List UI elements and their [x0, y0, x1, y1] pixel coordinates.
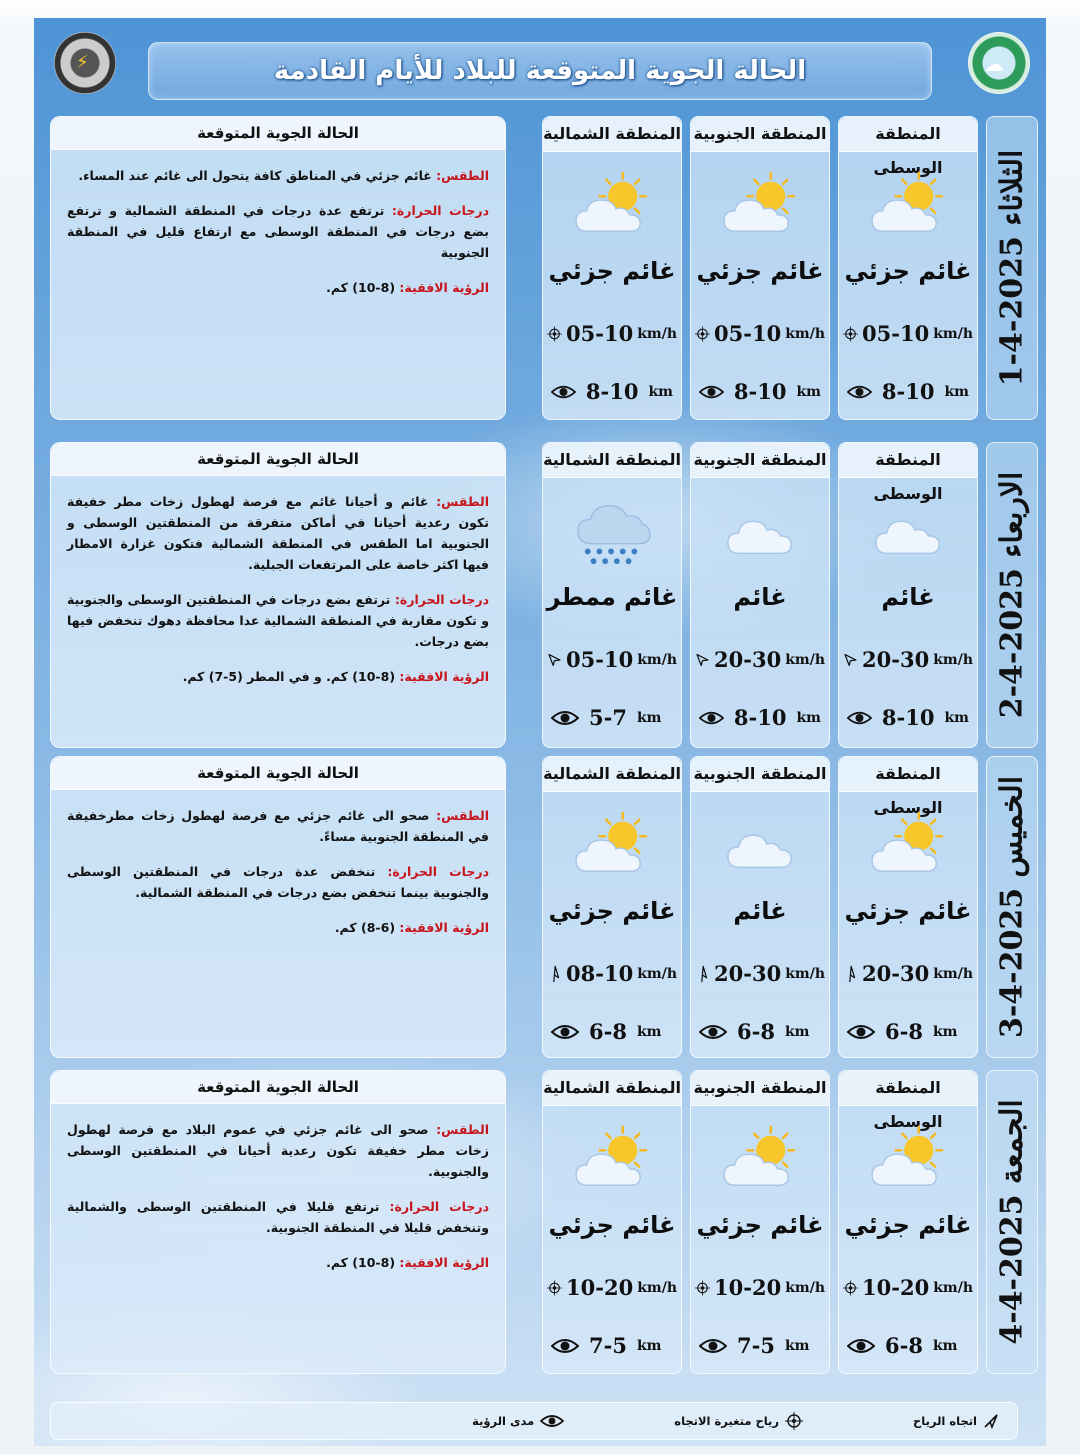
- condition-label: غائم: [733, 897, 787, 925]
- visibility-unit: km: [944, 383, 969, 400]
- visibility-unit: km: [944, 709, 969, 726]
- region-card: [838, 116, 978, 420]
- wind-unit: km/h: [785, 965, 825, 982]
- eye-icon: [847, 1023, 875, 1041]
- condition-label: غائم جزئي: [696, 257, 824, 285]
- forecast-panel: [50, 756, 506, 1058]
- region-card: [690, 116, 830, 420]
- region-card: [690, 756, 830, 1058]
- visibility-text: (6-8) كم.: [334, 920, 396, 935]
- variable-wind-icon: [843, 1277, 858, 1299]
- visibility: [551, 705, 673, 730]
- page-title: الحالة الجوية المتوقعة للبلاد للأيام القادمة: [273, 56, 807, 86]
- eye-icon: [551, 709, 579, 727]
- weather-label: الطقس:: [436, 168, 489, 183]
- day-row: [50, 1070, 1030, 1374]
- temperature-label: درجات الحرارة:: [391, 203, 489, 218]
- condition-label: غائم جزئي: [696, 1211, 824, 1239]
- visibility-unit: km: [636, 1023, 662, 1040]
- panel-body: [67, 491, 489, 701]
- eye-icon: [699, 1023, 727, 1041]
- visibility-unit: km: [796, 383, 821, 400]
- wind-speed: [843, 961, 973, 986]
- visibility: [847, 1019, 969, 1044]
- visibility: [847, 705, 969, 730]
- condition-label: غائم جزئي: [844, 897, 972, 925]
- visibility-value: 6-8: [589, 1019, 627, 1044]
- eye-icon: [551, 1023, 579, 1041]
- visibility: [847, 379, 969, 404]
- visibility-value: 8-10: [585, 379, 639, 404]
- weather-text: غائم جزئي في المناطق كافة يتحول الى غائم عند المساء.: [78, 168, 432, 183]
- wind-unit: km/h: [933, 1279, 973, 1296]
- forecast-panel: [50, 116, 506, 420]
- weather-paragraph: [67, 1119, 489, 1182]
- temperature-text: ترتفع عدة درجات في المنطقة الشمالية و ترتفع بضع درجات في المنطقة الوسطى مع ارتفاع قليل في المنطقة الجنوبية: [67, 203, 489, 260]
- temperature-text: ترتفع بضع درجات في المنطقتين الوسطى والجنوبية و تكون مقاربة في المنطقة الشمالية عدا محافظة دهوك تنخفض فيها بضع درجات.: [67, 592, 489, 649]
- visibility-label: الرؤية الافقية:: [399, 1255, 489, 1270]
- forecast-panel: [50, 1070, 506, 1374]
- visibility: [847, 1333, 969, 1358]
- wind-speed: [843, 321, 973, 346]
- wind-unit: km/h: [637, 1279, 677, 1296]
- visibility-paragraph: [67, 277, 489, 298]
- wind-speed: [547, 1275, 677, 1300]
- visibility-paragraph: [67, 1252, 489, 1273]
- legend-visibility: [472, 1413, 564, 1429]
- variable-wind-icon: [695, 323, 710, 345]
- wind-unit: km/h: [637, 325, 677, 342]
- region-name: المنطقة الشمالية: [543, 443, 681, 478]
- panel-title: الحالة الجوية المتوقعة: [51, 443, 505, 476]
- wind-unit: km/h: [933, 965, 973, 982]
- visibility-label: الرؤية الافقية:: [399, 669, 489, 684]
- weather-text: صحو الى غائم جزئي مع فرصة لهطول زخات مطرخفيفة في المنطقة الجنوبية مساءً.: [67, 808, 489, 844]
- region-name: المنطقة الشمالية: [543, 117, 681, 152]
- region-name: المنطقة الجنوبية: [691, 1071, 829, 1106]
- temperature-paragraph: [67, 861, 489, 903]
- wind-direction-icon: [983, 1413, 999, 1429]
- wind-unit: km/h: [785, 325, 825, 342]
- visibility-text: (8-10) كم.: [326, 280, 396, 295]
- visibility-text: (8-10) كم.: [326, 1255, 396, 1270]
- wind-value: 20-30: [862, 647, 930, 672]
- visibility-unit: km: [932, 1023, 958, 1040]
- date-column: [986, 116, 1038, 420]
- partly-cloudy-weather-icon: [573, 1125, 653, 1195]
- condition-label: غائم جزئي: [548, 257, 676, 285]
- wind-direction-icon: [695, 963, 710, 985]
- legend-variable-wind: [674, 1412, 803, 1430]
- title-bar: [148, 42, 932, 100]
- region-card: [542, 1070, 682, 1374]
- region-name: المنطقة الجنوبية: [691, 443, 829, 478]
- legend-visibility-label: مدى الرؤية: [472, 1414, 535, 1428]
- region-card: [690, 1070, 830, 1374]
- visibility-label: الرؤية الافقية:: [399, 920, 489, 935]
- weather-label: الطقس:: [436, 808, 489, 823]
- panel-body: [67, 805, 489, 952]
- eye-icon: [551, 383, 576, 401]
- visibility-label: الرؤية الافقية:: [399, 280, 489, 295]
- eye-icon: [847, 709, 872, 727]
- visibility: [699, 379, 821, 404]
- day-date: الخميس 2025-4-3: [994, 775, 1030, 1039]
- date-column: [986, 1070, 1038, 1374]
- visibility-value: 8-10: [881, 379, 935, 404]
- wind-value: 05-10: [714, 321, 782, 346]
- panel-body: [67, 165, 489, 312]
- temperature-paragraph: [67, 1196, 489, 1238]
- wind-unit: km/h: [785, 651, 825, 668]
- legend-wind-direction: [913, 1413, 999, 1429]
- visibility-value: 6-8: [737, 1019, 775, 1044]
- partly-cloudy-weather-icon: [869, 811, 949, 881]
- visibility-unit: km: [784, 1023, 810, 1040]
- weather-label: الطقس:: [436, 1122, 489, 1137]
- visibility: [551, 379, 673, 404]
- wind-unit: km/h: [785, 1279, 825, 1296]
- region-name: المنطقة الجنوبية: [691, 117, 829, 152]
- wind-value: 10-20: [714, 1275, 782, 1300]
- wind-unit: km/h: [933, 651, 973, 668]
- visibility-value: 8-10: [881, 705, 935, 730]
- day-row: [50, 116, 1030, 420]
- day-row: [50, 442, 1030, 748]
- region-name: المنطقة الجنوبية: [691, 757, 829, 792]
- partly-cloudy-weather-icon: [573, 811, 653, 881]
- partly-cloudy-weather-icon: [721, 171, 801, 241]
- panel-title: الحالة الجوية المتوقعة: [51, 117, 505, 150]
- meteorology-logo: ☁: [968, 32, 1030, 94]
- region-name: المنطقة الوسطى: [839, 443, 977, 478]
- visibility-value: 6-8: [885, 1333, 923, 1358]
- wind-direction-icon: [695, 649, 710, 671]
- region-card: [542, 756, 682, 1058]
- wind-speed: [843, 647, 973, 672]
- weather-paragraph: [67, 491, 489, 575]
- legend-wind-direction-label: اتجاه الرياح: [913, 1414, 977, 1428]
- wind-value: 10-20: [862, 1275, 930, 1300]
- region-card: [542, 116, 682, 420]
- condition-label: غائم جزئي: [844, 257, 972, 285]
- weather-paragraph: [67, 805, 489, 847]
- visibility-value: 7-5: [589, 1333, 627, 1358]
- agency-seal-logo: ⚡: [54, 32, 116, 94]
- weather-text: صحو الى غائم جزئي في عموم البلاد مع فرصة لهطول زخات مطر خفيفة تكون رعدية أحيانا في المنطقتين الوسطى والجنوبية.: [67, 1122, 489, 1179]
- visibility-unit: km: [796, 709, 821, 726]
- condition-label: غائم: [733, 583, 787, 611]
- date-column: [986, 442, 1038, 748]
- temperature-label: درجات الحرارة:: [394, 592, 489, 607]
- wind-speed: [695, 1275, 825, 1300]
- legend-variable-wind-label: رياح متغيرة الاتجاه: [674, 1414, 779, 1428]
- visibility-value: 7-5: [737, 1333, 775, 1358]
- visibility: [699, 1019, 821, 1044]
- wind-speed: [695, 321, 825, 346]
- temperature-text: ترتفع قليلا في المنطقتين الوسطى والشمالية وتنخفض قليلا في المنطقة الجنوبية.: [67, 1199, 489, 1235]
- region-card: [838, 1070, 978, 1374]
- cloudy-weather-icon: [721, 811, 801, 881]
- forecast-sheet: [34, 18, 1046, 1446]
- forecast-panel: [50, 442, 506, 748]
- visibility-unit: km: [636, 709, 662, 726]
- visibility: [551, 1019, 673, 1044]
- temperature-paragraph: [67, 200, 489, 263]
- wind-value: 20-30: [714, 647, 782, 672]
- visibility-unit: km: [932, 1337, 958, 1354]
- variable-wind-icon: [547, 1277, 562, 1299]
- visibility-unit: km: [636, 1337, 662, 1354]
- condition-label: غائم ممطر: [546, 583, 678, 611]
- visibility-paragraph: [67, 917, 489, 938]
- variable-wind-icon: [785, 1412, 803, 1430]
- wind-speed: [547, 321, 677, 346]
- region-name: المنطقة الوسطى: [839, 1071, 977, 1106]
- partly-cloudy-weather-icon: [573, 171, 653, 241]
- eye-icon: [699, 1337, 727, 1355]
- region-name: المنطقة الوسطى: [839, 117, 977, 152]
- wind-value: 10-20: [566, 1275, 634, 1300]
- variable-wind-icon: [695, 1277, 710, 1299]
- temperature-text: تنخفض عدة درجات في المنطقتين الوسطى والجنوبية بينما تنخفض بضع درجات في المنطقة الشمالية.: [67, 864, 489, 900]
- eye-icon: [699, 383, 724, 401]
- wind-value: 20-30: [714, 961, 782, 986]
- condition-label: غائم جزئي: [548, 1211, 676, 1239]
- visibility: [699, 705, 821, 730]
- temperature-label: درجات الحرارة:: [389, 1199, 489, 1214]
- wind-direction-icon: [547, 963, 562, 985]
- weather-paragraph: [67, 165, 489, 186]
- day-date: الثلاثاء 2025-4-1: [994, 149, 1030, 387]
- region-card: [542, 442, 682, 748]
- visibility-text: (8-10) كم. و في المطر (5-7) كم.: [182, 669, 396, 684]
- wind-value: 05-10: [566, 647, 634, 672]
- region-name: المنطقة الوسطى: [839, 757, 977, 792]
- day-date: الاربعاء 2025-4-2: [994, 471, 1030, 719]
- visibility: [699, 1333, 821, 1358]
- region-name: المنطقة الشمالية: [543, 757, 681, 792]
- wind-value: 08-10: [566, 961, 634, 986]
- partly-cloudy-weather-icon: [869, 171, 949, 241]
- cloudy-weather-icon: [721, 497, 801, 567]
- eye-icon: [699, 709, 724, 727]
- wind-value: 05-10: [862, 321, 930, 346]
- panel-title: الحالة الجوية المتوقعة: [51, 1071, 505, 1104]
- legend: [50, 1402, 1018, 1440]
- visibility-value: 8-10: [733, 379, 787, 404]
- temperature-label: درجات الحرارة:: [387, 864, 489, 879]
- day-row: [50, 756, 1030, 1058]
- wind-speed: [695, 961, 825, 986]
- visibility-value: 8-10: [733, 705, 787, 730]
- wind-value: 05-10: [566, 321, 634, 346]
- wind-unit: km/h: [933, 325, 973, 342]
- day-date: الجمعة 2025-4-4: [994, 1099, 1030, 1345]
- eye-icon: [847, 1337, 875, 1355]
- visibility-value: 5-7: [589, 705, 627, 730]
- wind-direction-icon: [547, 649, 562, 671]
- temperature-paragraph: [67, 589, 489, 652]
- partly-cloudy-weather-icon: [721, 1125, 801, 1195]
- partly-cloudy-weather-icon: [869, 1125, 949, 1195]
- panel-title: الحالة الجوية المتوقعة: [51, 757, 505, 790]
- wind-speed: [547, 647, 677, 672]
- variable-wind-icon: [843, 323, 858, 345]
- wind-direction-icon: [843, 963, 858, 985]
- wind-direction-icon: [843, 649, 858, 671]
- region-card: [838, 442, 978, 748]
- variable-wind-icon: [547, 323, 562, 345]
- visibility-value: 6-8: [885, 1019, 923, 1044]
- condition-label: غائم جزئي: [844, 1211, 972, 1239]
- date-column: [986, 756, 1038, 1058]
- cloudy-weather-icon: [869, 497, 949, 567]
- wind-speed: [547, 961, 677, 986]
- visibility-paragraph: [67, 666, 489, 687]
- condition-label: غائم: [881, 583, 935, 611]
- wind-value: 20-30: [862, 961, 930, 986]
- eye-icon: [540, 1413, 564, 1429]
- weather-label: الطقس:: [436, 494, 489, 509]
- wind-unit: km/h: [637, 965, 677, 982]
- region-card: [690, 442, 830, 748]
- panel-body: [67, 1119, 489, 1287]
- wind-speed: [695, 647, 825, 672]
- eye-icon: [551, 1337, 579, 1355]
- weather-text: غائم و أحيانا غائم مع فرصة لهطول زخات مطر خفيفة تكون رعدية أحيانا في أماكن متفرقة من المنطقتين الوسطى و الجنوبية اما الطقس في المنطقة الشمالية فتكون غزارة الامطار فيها اكثر خاصة على المرتفعات الجبلية.: [67, 494, 489, 572]
- visibility-unit: km: [784, 1337, 810, 1354]
- visibility: [551, 1333, 673, 1358]
- visibility-unit: km: [648, 383, 673, 400]
- wind-unit: km/h: [637, 651, 677, 668]
- region-card: [838, 756, 978, 1058]
- rain-weather-icon: [573, 497, 653, 567]
- region-name: المنطقة الشمالية: [543, 1071, 681, 1106]
- eye-icon: [847, 383, 872, 401]
- condition-label: غائم جزئي: [548, 897, 676, 925]
- wind-speed: [843, 1275, 973, 1300]
